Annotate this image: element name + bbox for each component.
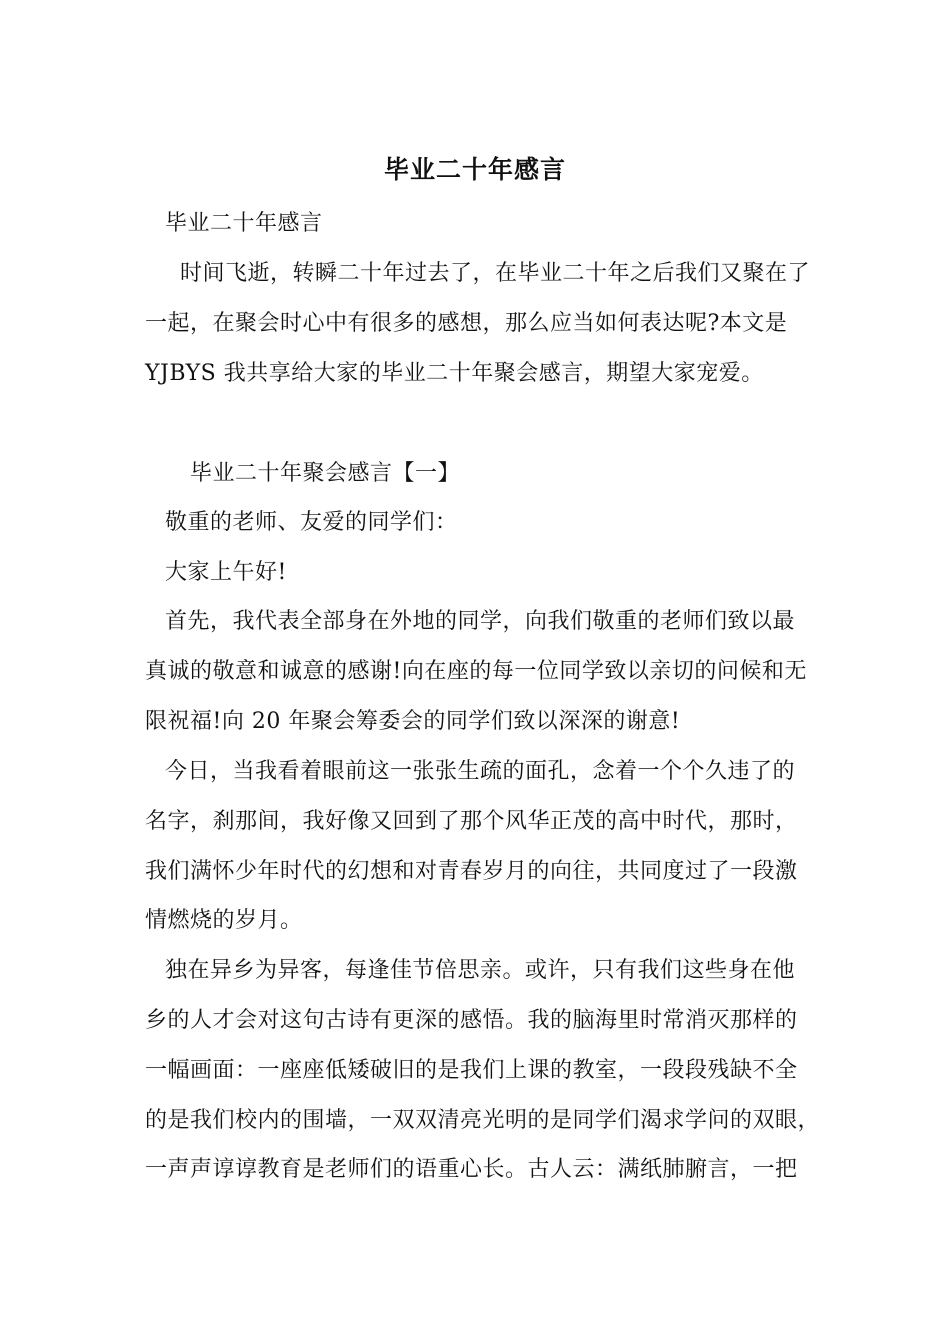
paragraph1-line-1: 首先，我代表全部身在外地的同学，向我们敬重的老师们致以最 bbox=[165, 609, 796, 634]
paragraph2-line-3: 我们满怀少年时代的幻想和对青春岁月的向往，共同度过了一段激 bbox=[145, 859, 798, 884]
paragraph3-line-1: 独在异乡为异客，每逢佳节倍思亲。或许，只有我们这些身在他 bbox=[165, 958, 796, 983]
paragraph3-line-3: 一幅画面：一座座低矮破旧的是我们上课的教室，一段段残缺不全 bbox=[145, 1058, 798, 1083]
intro-line-1: 时间飞逝，转瞬二十年过去了，在毕业二十年之后我们又聚在了 bbox=[180, 261, 811, 286]
document-title: 毕业二十年感言 bbox=[383, 155, 566, 184]
paragraph1-line-2: 真诚的敬意和诚意的感谢!向在座的每一位同学致以亲切的问候和无 bbox=[145, 659, 807, 684]
document-subtitle: 毕业二十年感言 bbox=[165, 211, 323, 236]
section-heading: 毕业二十年聚会感言【一】 bbox=[190, 461, 461, 486]
paragraph2-line-1: 今日，当我看着眼前这一张张生疏的面孔，念着一个个久违了的 bbox=[165, 759, 796, 784]
intro-line-3: YJBYS 我共享给大家的毕业二十年聚会感言，期望大家宠爱。 bbox=[145, 361, 764, 386]
intro-line-2: 一起，在聚会时心中有很多的感想，那么应当如何表达呢?本文是 bbox=[145, 311, 788, 336]
paragraph3-line-4: 的是我们校内的围墙，一双双清亮光明的是同学们渴求学问的双眼， bbox=[145, 1108, 821, 1133]
paragraph3-line-2: 乡的人才会对这句古诗有更深的感悟。我的脑海里时常消灭那样的 bbox=[145, 1008, 798, 1033]
greeting: 大家上午好! bbox=[165, 560, 287, 585]
paragraph2-line-2: 名字，刹那间，我好像又回到了那个风华正茂的高中时代，那时， bbox=[145, 809, 798, 834]
paragraph1-line-3: 限祝福!向 20 年聚会筹委会的同学们致以深深的谢意! bbox=[145, 709, 681, 734]
paragraph2-line-4: 情燃烧的岁月。 bbox=[145, 908, 303, 933]
salutation: 敬重的老师、友爱的同学们： bbox=[165, 510, 458, 535]
paragraph3-line-5: 一声声谆谆教育是老师们的语重心长。古人云：满纸肺腑言，一把 bbox=[145, 1157, 798, 1182]
